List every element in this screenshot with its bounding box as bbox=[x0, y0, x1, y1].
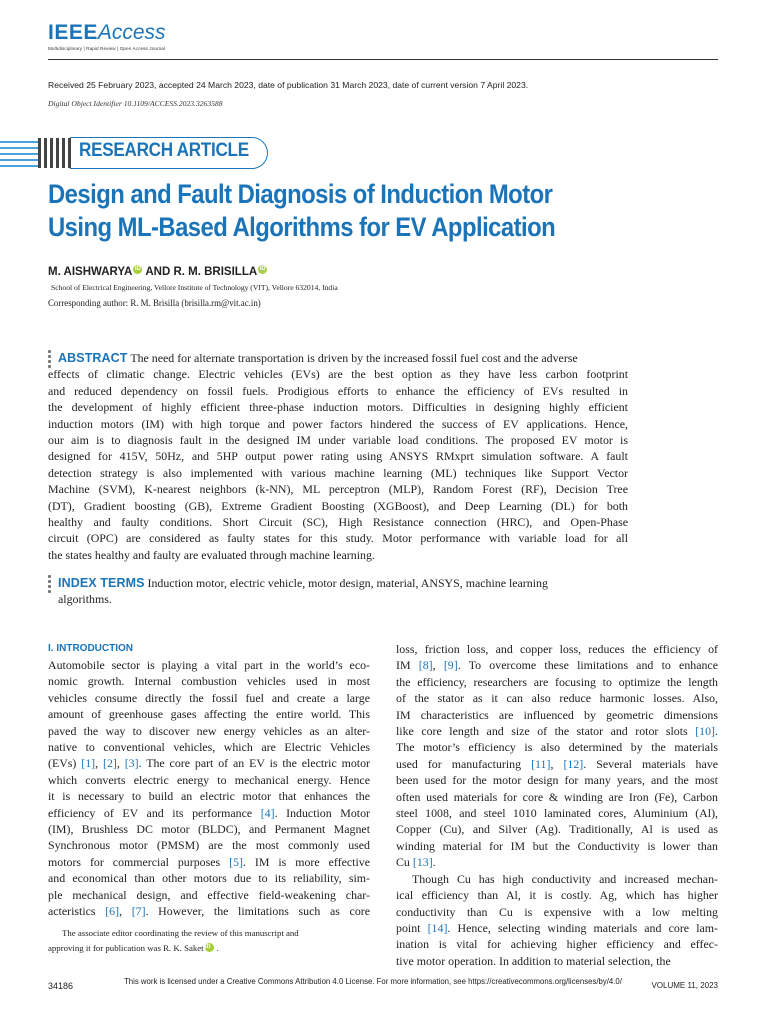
index-terms-heading: INDEX TERMS bbox=[58, 576, 145, 590]
author-name: M. AISHWARYA bbox=[48, 266, 133, 278]
abstract-line: and reduced dependency on fossil fuels. Prodigious efforts to enhance the efficiency of EVs resulted in bbox=[48, 383, 628, 398]
body-text: tive motor operation. In addition to material selection, the bbox=[396, 953, 671, 968]
body-text-line bbox=[48, 690, 370, 706]
introduction-continued bbox=[396, 641, 718, 969]
body-text: . To overcome these limitations and to enhance bbox=[457, 658, 718, 673]
abstract-line bbox=[48, 350, 628, 366]
title-line: Using ML-Based Algorithms for EV Application bbox=[48, 212, 556, 242]
body-text-line bbox=[396, 657, 718, 673]
affiliation: School of Electrical Engineering, Vellore Institute of Technology (VIT), Vellore 632014, India bbox=[51, 283, 338, 292]
index-terms bbox=[48, 575, 628, 608]
citation-link[interactable]: [10] bbox=[695, 724, 716, 739]
body-text-line bbox=[396, 756, 718, 772]
author-list bbox=[48, 266, 270, 278]
body-text-line bbox=[396, 838, 718, 854]
citation-link[interactable]: [5] bbox=[229, 854, 243, 869]
citation-link[interactable]: [14] bbox=[427, 920, 448, 935]
body-text-line bbox=[396, 953, 718, 969]
body-text-line bbox=[396, 789, 718, 805]
body-text-line bbox=[48, 657, 370, 673]
body-text-line bbox=[48, 903, 370, 919]
body-text: , bbox=[95, 756, 103, 771]
body-text: . bbox=[432, 855, 436, 870]
body-text-line bbox=[396, 920, 718, 936]
body-text: . The core part of an EV is the electric motor bbox=[138, 756, 370, 771]
footnote-line: The associate editor coordinating the review of this manuscript and bbox=[62, 928, 299, 938]
body-text: point bbox=[396, 920, 428, 935]
body-text: , bbox=[119, 904, 132, 919]
journal-tagline: Multidisciplinary | Rapid Review | Open Access Journal bbox=[48, 46, 166, 51]
abstract-line: healthy and faulty conditions. Short Circuit (SC), High Resistance connection (HRC), and Open-Phase bbox=[48, 515, 628, 530]
title-line: Design and Fault Diagnosis of Induction Motor bbox=[48, 179, 553, 209]
journal-name bbox=[48, 22, 166, 44]
citation-link[interactable]: [8] bbox=[418, 658, 433, 673]
body-text: amount of greenhouse gases affecting the entire world. This bbox=[48, 707, 370, 722]
citation-link[interactable]: [4] bbox=[260, 805, 275, 820]
body-text-line bbox=[396, 641, 718, 657]
body-text-line bbox=[396, 707, 718, 723]
corresponding-author: Corresponding author: R. M. Brisilla (brisilla.rm@vit.ac.in) bbox=[48, 298, 261, 308]
footnote-text: approving it for publication was R. K. Saket bbox=[48, 943, 204, 953]
body-text-line bbox=[48, 673, 370, 689]
orcid-icon[interactable]: iD bbox=[259, 265, 266, 272]
abstract-line: the development of highly efficient three-phase induction motors. Difficulties in designing highly efficient bbox=[48, 400, 628, 415]
abstract-line: the states healthy and faulty are evaluated through machine learning. bbox=[48, 547, 375, 562]
journal-logo bbox=[48, 22, 166, 51]
body-text-line bbox=[396, 871, 718, 887]
index-terms-line: algorithms. bbox=[58, 592, 112, 607]
body-text-line bbox=[48, 887, 370, 903]
body-text: IM bbox=[396, 658, 419, 673]
body-text: ination is vital for achieving higher efficiency and effec- bbox=[396, 937, 718, 952]
doi-label: Digital Object Identifier bbox=[48, 99, 122, 108]
body-text-line bbox=[48, 854, 370, 870]
body-text: used for manufacturing bbox=[396, 756, 532, 771]
body-text: (EVs) bbox=[48, 756, 82, 771]
citation-link[interactable]: [2] bbox=[102, 756, 117, 771]
abstract-line: induction motors (IM) with high torque and power factors hindered the success of EV applications. Hence, bbox=[48, 416, 628, 431]
index-terms-line bbox=[48, 575, 628, 591]
citation-link[interactable]: [7] bbox=[131, 904, 146, 919]
body-text: which converts electric energy to mechanical energy. Hence bbox=[48, 772, 370, 787]
body-text: nomic growth. Internal combustion vehicles used in most bbox=[48, 674, 370, 689]
body-text: loss, friction loss, and copper loss, reduces the efficiency of bbox=[396, 642, 718, 656]
body-column-left bbox=[48, 641, 370, 920]
header-divider bbox=[48, 59, 718, 60]
doi-value[interactable]: 10.1109/ACCESS.2023.3263588 bbox=[123, 99, 223, 108]
introduction-paragraph bbox=[48, 657, 370, 920]
body-text: often used materials for core & winding are Iron (Fe), Carbon bbox=[396, 789, 718, 804]
journal-brand-ieee: IEEE bbox=[48, 21, 98, 44]
orcid-icon[interactable]: iD bbox=[205, 943, 214, 952]
doi-line bbox=[48, 99, 223, 108]
body-text: . IM is more effective bbox=[242, 854, 370, 869]
body-text: IM characteristics are influenced by geometric dimensions bbox=[396, 707, 718, 722]
body-text: , bbox=[116, 756, 125, 771]
orcid-icon[interactable]: iD bbox=[134, 265, 141, 272]
citation-link[interactable]: [9] bbox=[443, 658, 458, 673]
abstract-line: effects of climatic change. Electric vehicles (EVs) are the best option as they have less carbon footprint bbox=[48, 367, 628, 382]
body-text-line bbox=[396, 772, 718, 788]
body-text: it is necessary to build an electric motor that enhances the bbox=[48, 789, 370, 804]
footnote-line: approving it for publication was R. K. SaketiD . bbox=[48, 943, 219, 953]
abstract-line: circuit (OPC) are considered as faulty states for this study. Motor performance with variable load for all bbox=[48, 531, 628, 546]
body-text-line bbox=[396, 690, 718, 706]
body-text-line bbox=[48, 739, 370, 755]
body-text: vehicles consume directly the fossil fuel and create a large bbox=[48, 690, 370, 705]
page-number: 34186 bbox=[48, 981, 74, 991]
body-text: . bbox=[715, 724, 718, 739]
body-text: (IM), Brushless DC motor (BLDC), and Permanent Magnet bbox=[48, 822, 370, 837]
body-text-line bbox=[48, 870, 370, 886]
citation-link[interactable]: [3] bbox=[124, 756, 139, 771]
abstract bbox=[48, 350, 628, 563]
body-text: and economical than other motors due to its reliability, sim- bbox=[48, 871, 370, 886]
body-text: paved the way to discover new energy vehicles as an alter- bbox=[48, 723, 370, 738]
volume-label: VOLUME 11, 2023 bbox=[651, 981, 718, 990]
body-text-line bbox=[48, 821, 370, 837]
body-text: of the stator as it can also reduce harmonic losses. Also, bbox=[396, 691, 718, 706]
editor-footnote bbox=[48, 926, 370, 956]
body-text-line bbox=[396, 854, 718, 870]
body-text: efficiency of EV and its performance bbox=[48, 805, 261, 820]
body-text: been used for the motor design for many years, and the most bbox=[396, 773, 718, 788]
body-text-line bbox=[48, 837, 370, 853]
body-text: acteristics bbox=[48, 904, 106, 919]
body-text: winding material for IM but the Conductivity is lower than bbox=[396, 838, 718, 853]
article-type-label: RESEARCH ARTICLE bbox=[79, 140, 249, 161]
publication-dates: Received 25 February 2023, accepted 24 March 2023, date of publication 31 March 2023, date of current version 7 April 2023. bbox=[48, 80, 529, 90]
journal-brand-access: Access bbox=[97, 21, 166, 44]
body-text-line bbox=[48, 772, 370, 788]
body-text-line bbox=[396, 887, 718, 903]
body-text-line bbox=[48, 755, 370, 771]
body-text-line bbox=[396, 723, 718, 739]
body-text: , bbox=[432, 658, 444, 673]
body-text: , bbox=[550, 756, 564, 771]
body-text: . Hence, selecting winding materials and core lam- bbox=[447, 920, 718, 935]
abstract-line: (DT), Gradient boosting (GB), Extreme Gradient Boosting (XGBoost), and Deep Learning (DL) for both bbox=[48, 498, 628, 513]
citation-link[interactable]: [13] bbox=[412, 855, 433, 870]
body-text-line bbox=[396, 674, 718, 690]
abstract-text: The need for alternate transportation is driven by the increased fossil fuel cost and the adverse bbox=[130, 351, 578, 365]
body-text-line bbox=[396, 739, 718, 755]
body-text-line bbox=[396, 904, 718, 920]
body-text-line bbox=[396, 821, 718, 837]
index-terms-text: Induction motor, electric vehicle, motor design, material, ANSYS, machine learning bbox=[147, 576, 548, 590]
article-type-banner bbox=[0, 135, 300, 171]
body-text: Automobile sector is playing a vital part in the world’s eco- bbox=[48, 658, 370, 672]
citation-link[interactable]: [12] bbox=[563, 756, 584, 771]
abstract-line: designed for 415V, 50Hz, and 5HP output power rating using ANSYS RMxprt simulation software. A fault bbox=[48, 449, 628, 464]
body-text-line bbox=[48, 788, 370, 804]
body-text: . However, the limitations such as core bbox=[145, 904, 370, 919]
body-text: Synchronous motor (PMSM) are the most commonly used bbox=[48, 838, 370, 853]
body-text: native to conventional vehicles, which are Electric Vehicles bbox=[48, 740, 370, 755]
body-text: Cu bbox=[396, 855, 413, 870]
banner-stripes-icon bbox=[0, 138, 72, 168]
body-text: steel 1008, and steel 1010 laminated cores, Aluminium (Al), bbox=[396, 806, 718, 821]
body-text: conductivity than Cu is expensive with a low melting bbox=[396, 904, 718, 919]
citation-link[interactable]: [1] bbox=[81, 756, 96, 771]
body-text-line bbox=[396, 936, 718, 952]
body-text-line bbox=[48, 805, 370, 821]
license-notice[interactable]: This work is licensed under a Creative Commons Attribution 4.0 License. For more information, see https://creativecommons.org/licenses/by/4.0/ bbox=[124, 977, 622, 986]
body-text: ple mechanical design, and effective field-weakening char- bbox=[48, 887, 370, 902]
body-text: . Induction Motor bbox=[274, 805, 370, 820]
body-text: The motor’s efficiency is also determined by the materials bbox=[396, 740, 718, 755]
body-text: ical efficiency than Al, it is costly. Ag, which has higher bbox=[396, 888, 718, 903]
body-column-right bbox=[396, 641, 718, 969]
abstract-line: Machine (SVM), K-nearest neighbors (k-NN), ML perceptron (MLP), Random Forest (RF), Decision Tree bbox=[48, 482, 628, 497]
citation-link[interactable]: [11] bbox=[531, 756, 551, 771]
section-heading-introduction: I. INTRODUCTION bbox=[48, 643, 133, 654]
body-text-line bbox=[48, 706, 370, 722]
body-text-line bbox=[48, 723, 370, 739]
body-text: Copper (Cu), and Silver (Ag). Traditionally, Al is used as bbox=[396, 822, 718, 837]
abstract-line: detection strategy is also implemented with various machine learning (ML) techniques like Support Vector bbox=[48, 465, 628, 480]
author-name: AND R. M. BRISILLA bbox=[145, 266, 258, 278]
body-text: . Several materials have bbox=[583, 756, 718, 771]
body-text: the efficiency, researchers are focusing to optimize the length bbox=[396, 674, 718, 689]
abstract-heading: ABSTRACT bbox=[58, 351, 128, 365]
body-text: motors for commercial purposes bbox=[48, 854, 230, 869]
citation-link[interactable]: [6] bbox=[105, 904, 120, 919]
abstract-line: our aim is to diagnosis fault in the designed IM under variable load conditions. The proposed EV motor is bbox=[48, 433, 628, 448]
paper-title bbox=[48, 178, 660, 244]
body-text: like core length and size of the stator and rotor slots bbox=[396, 724, 696, 739]
body-text-line bbox=[396, 805, 718, 821]
body-text: Though Cu has high conductivity and increased mechan- bbox=[412, 871, 718, 886]
